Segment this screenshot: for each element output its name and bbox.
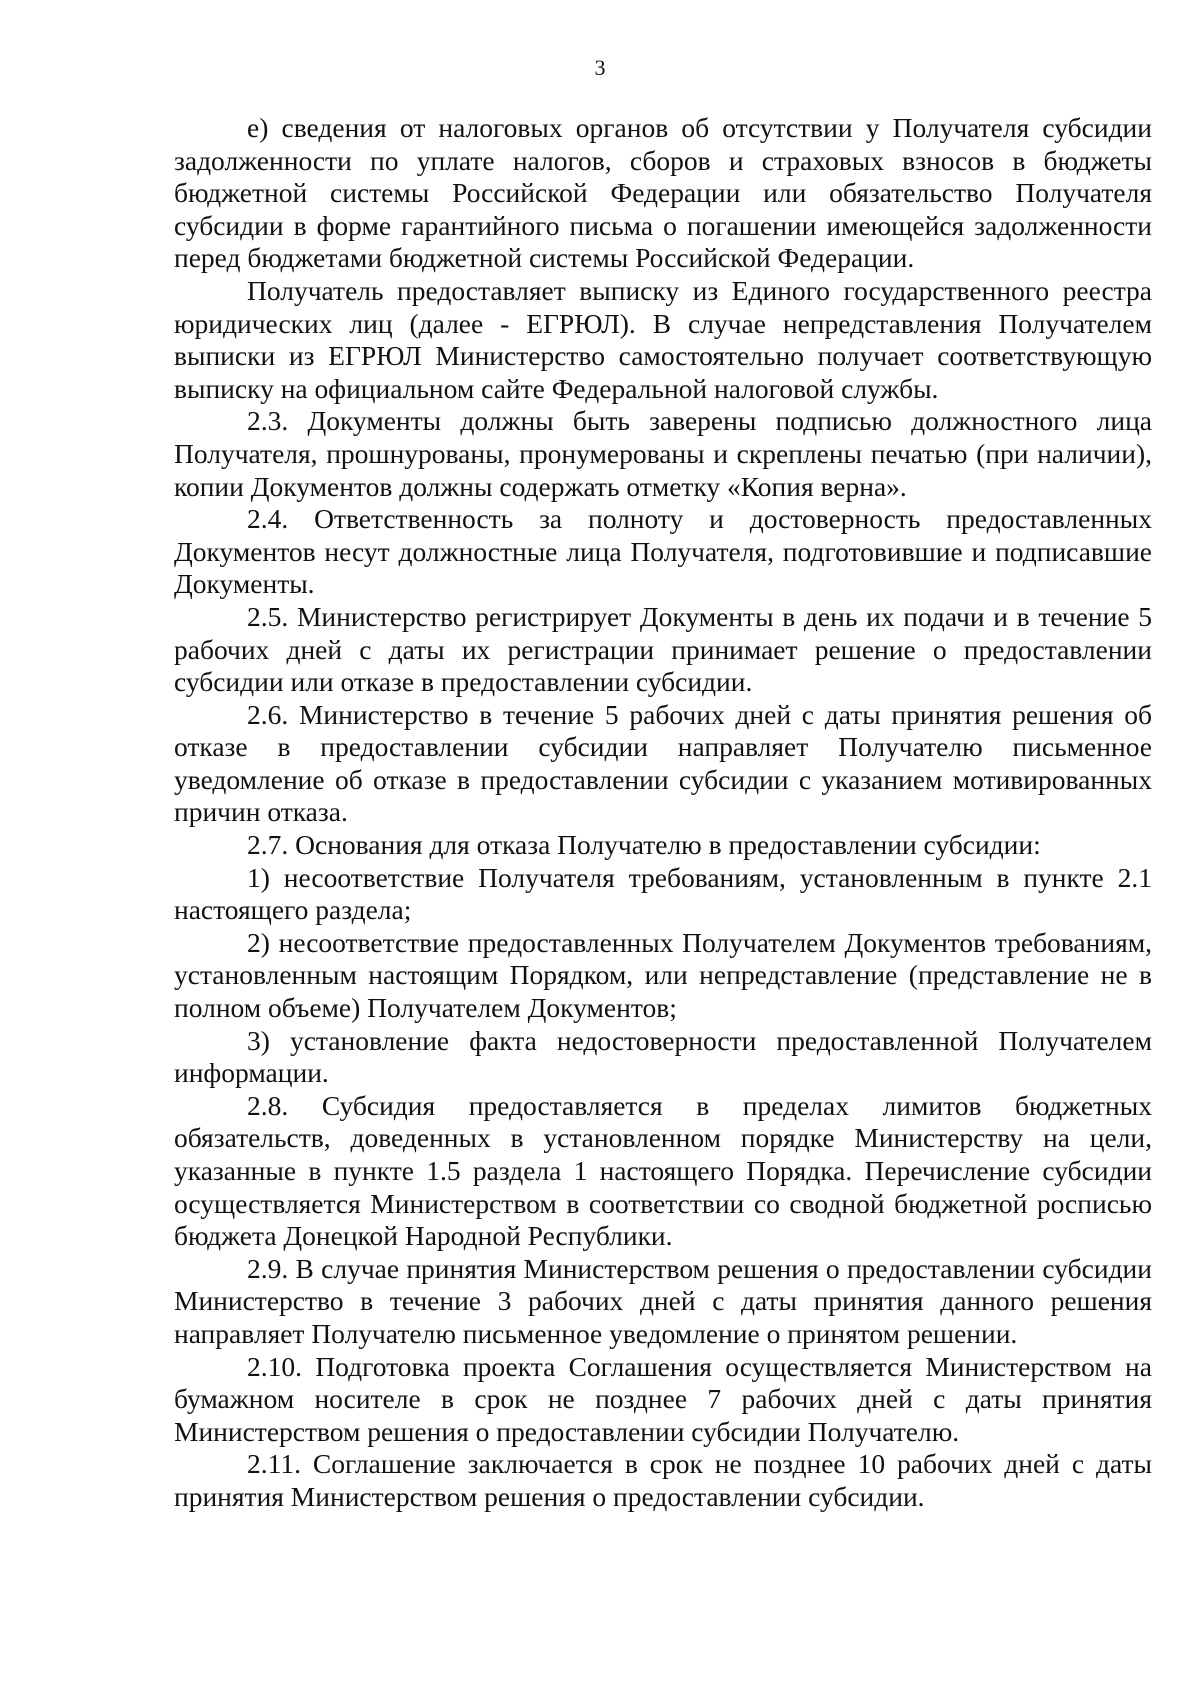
- paragraph-2-5: 2.5. Министерство регистрирует Документы в день их подачи и в течение 5 рабочих дней с даты их регистрации принимает решение о предоставлении субсидии или отказе в предоставлении субсидии.: [174, 600, 1152, 698]
- list-item-refusal-1: 1) несоответствие Получателя требованиям, установленным в пункте 2.1 настоящего раздела;: [174, 861, 1152, 926]
- paragraph-2-11: 2.11. Соглашение заключается в срок не позднее 10 рабочих дней с даты принятия Министерством решения о предоставлении субсидии.: [174, 1448, 1152, 1512]
- paragraph-e-tax-info: е) сведения от налоговых органов об отсутствии у Получателя субсидии задолженности по уплате налогов, сборов и страховых взносов в бюджеты бюджетной системы Российской Федерации или обязательство Получателя субсидии в форме гарантийного письма о погашении имеющейся задолженности перед бюджетами бюджетной системы Российской Федерации.: [174, 112, 1152, 274]
- page-number: 3: [594, 55, 606, 80]
- paragraph-2-6: 2.6. Министерство в течение 5 рабочих дней с даты принятия решения об отказе в предоставлении субсидии направляет Получателю письменное уведомление об отказе в предоставлении субсидии с указанием мотивированных причин отказа.: [174, 698, 1152, 828]
- document-body: [174, 112, 1152, 1514]
- paragraph-2-10: 2.10. Подготовка проекта Соглашения осуществляется Министерством на бумажном носителе в срок не позднее 7 рабочих дней с даты принятия Министерством решения о предоставлении субсидии Получателю.: [174, 1350, 1152, 1447]
- paragraph-egrul-extract: Получатель предоставляет выписку из Единого государственного реестра юридических лиц (далее - ЕГРЮЛ). В случае непредставления Получателем выписки из ЕГРЮЛ Министерство самостоятельно получает соответствующую выписку на официальном сайте Федеральной налоговой службы.: [174, 274, 1152, 404]
- list-item-refusal-2: 2) несоответствие предоставленных Получателем Документов требованиям, установленным настоящим Порядком, или непредставление (представление не в полном объеме) Получателем Документов;: [174, 926, 1152, 1024]
- paragraph-2-8: 2.8. Субсидия предоставляется в пределах лимитов бюджетных обязательств, доведенных в установленном порядке Министерству на цели, указанные в пункте 1.5 раздела 1 настоящего Порядка. Перечисление субсидии осуществляется Министерством в соответствии со сводной бюджетной росписью бюджета Донецкой Народной Республики.: [174, 1089, 1152, 1252]
- paragraph-2-4: 2.4. Ответственность за полноту и достоверность предоставленных Документов несут должностные лица Получателя, подготовившие и подписавшие Документы.: [174, 503, 1152, 600]
- list-item-refusal-3: 3) установление факта недостоверности предоставленной Получателем информации.: [174, 1024, 1152, 1089]
- paragraph-2-7: 2.7. Основания для отказа Получателю в предоставлении субсидии:: [247, 829, 1041, 861]
- paragraph-2-9: 2.9. В случае принятия Министерством решения о предоставлении субсидии Министерство в течение 3 рабочих дней с даты принятия данного решения направляет Получателю письменное уведомление о принятом решении.: [174, 1252, 1152, 1349]
- paragraph-2-3: 2.3. Документы должны быть заверены подписью должностного лица Получателя, прошнурованы, пронумерованы и скреплены печатью (при наличии), копии Документов должны содержать отметку «Копия верна».: [174, 405, 1152, 502]
